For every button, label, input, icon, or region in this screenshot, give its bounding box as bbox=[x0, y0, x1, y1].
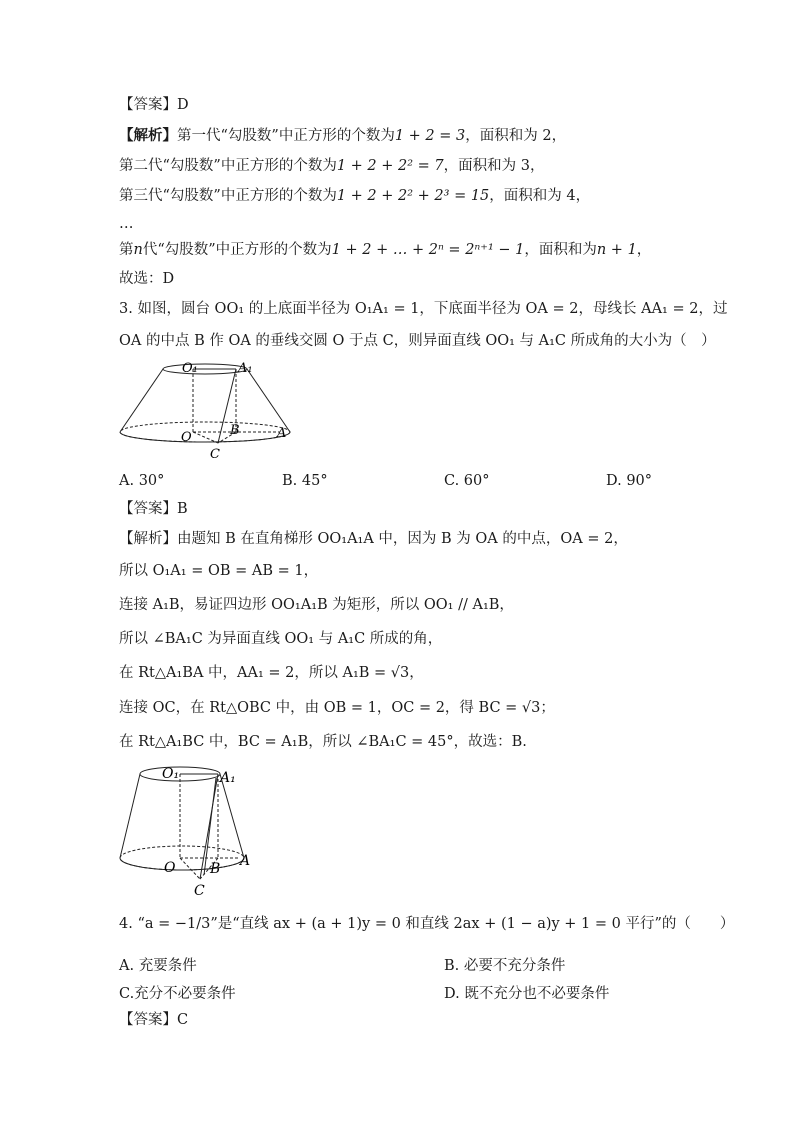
q3-option-a: A. 30° bbox=[119, 473, 165, 489]
label-O: O bbox=[181, 430, 192, 445]
q3-stem-line-1: 3. 如图，圆台 OO₁ 的上底面半径为 O₁A₁ = 1，下底面半径为 OA = 2，母线长 AA₁ = 2，过 bbox=[119, 301, 728, 317]
label-O1: O₁ bbox=[182, 361, 198, 376]
q2-analysis-line-n: 第n代“勾股数”中正方形的个数为1 + 2 + … + 2ⁿ = 2ⁿ⁺¹ − 1，面积和为n + 1， bbox=[119, 242, 652, 258]
q3-option-d: D. 90° bbox=[606, 473, 653, 489]
q3-stem-line-2: OA 的中点 B 作 OA 的垂线交圆 O 于点 C，则异面直线 OO₁ 与 A₁C 所成角的大小为（ ） bbox=[119, 333, 716, 349]
q2-analysis-line-3: 第三代“勾股数”中正方形的个数为1 + 2 + 2² + 2³ = 15，面积和为 4， bbox=[119, 188, 591, 204]
label-A: A bbox=[277, 426, 287, 441]
q3-analysis-2: 所以 O₁A₁ = OB = AB = 1， bbox=[119, 563, 319, 579]
q3-answer: 【答案】B bbox=[119, 501, 188, 517]
analysis-tag: 【解析】 bbox=[119, 127, 177, 144]
label-O: O bbox=[164, 860, 176, 876]
q3-analysis-3: 连接 A₁B，易证四边形 OO₁A₁B 为矩形，所以 OO₁ // A₁B， bbox=[119, 597, 514, 613]
label-A: A bbox=[240, 853, 251, 869]
q4-answer: 【答案】C bbox=[119, 1012, 189, 1028]
q4-option-d: D. 既不充分也不必要条件 bbox=[444, 986, 610, 1002]
q4-option-a: A. 充要条件 bbox=[119, 958, 197, 974]
q3-analysis-4: 所以 ∠BA₁C 为异面直线 OO₁ 与 A₁C 所成的角， bbox=[119, 631, 443, 647]
q3-option-c: C. 60° bbox=[444, 473, 490, 489]
q3-analysis-7: 在 Rt△A₁BC 中，BC = A₁B，所以 ∠BA₁C = 45°，故选：B. bbox=[119, 734, 527, 750]
q3-option-b: B. 45° bbox=[282, 473, 328, 489]
q2-answer: 【答案】D bbox=[119, 97, 189, 113]
q3-analysis-1: 【解析】由题知 B 在直角梯形 OO₁A₁A 中，因为 B 为 OA 的中点，OA = 2， bbox=[119, 531, 628, 547]
q3-analysis-5: 在 Rt△A₁BA 中，AA₁ = 2，所以 A₁B = √3， bbox=[119, 665, 424, 681]
q4-option-c: C.充分不必要条件 bbox=[119, 986, 236, 1002]
label-A1: A₁ bbox=[238, 361, 253, 376]
label-O1: O₁ bbox=[162, 766, 180, 782]
q2-choose: 故选：D bbox=[119, 271, 175, 287]
frustum-figure-2 bbox=[112, 762, 262, 900]
q2-ellipsis: … bbox=[119, 216, 134, 232]
label-B: B bbox=[230, 423, 240, 438]
q4-option-b: B. 必要不充分条件 bbox=[444, 958, 566, 974]
label-C: C bbox=[210, 447, 220, 462]
q2-analysis-line-2: 第二代“勾股数”中正方形的个数为1 + 2 + 2² = 7，面积和为 3， bbox=[119, 158, 545, 174]
label-B: B bbox=[210, 861, 221, 877]
frustum-figure-1 bbox=[110, 355, 310, 463]
q3-analysis-6: 连接 OC，在 Rt△OBC 中，由 OB = 1，OC = 2，得 BC = √3； bbox=[119, 700, 555, 716]
label-A1: A₁ bbox=[220, 770, 236, 786]
label-C: C bbox=[194, 883, 205, 899]
q2-analysis-line-1: 【解析】第一代“勾股数”中正方形的个数为1 + 2 = 3，面积和为 2， bbox=[119, 127, 567, 144]
q4-stem: 4. “a = −1/3”是“直线 ax + (a + 1)y = 0 和直线 2ax + (1 − a)y + 1 = 0 平行”的（ ） bbox=[119, 916, 735, 932]
